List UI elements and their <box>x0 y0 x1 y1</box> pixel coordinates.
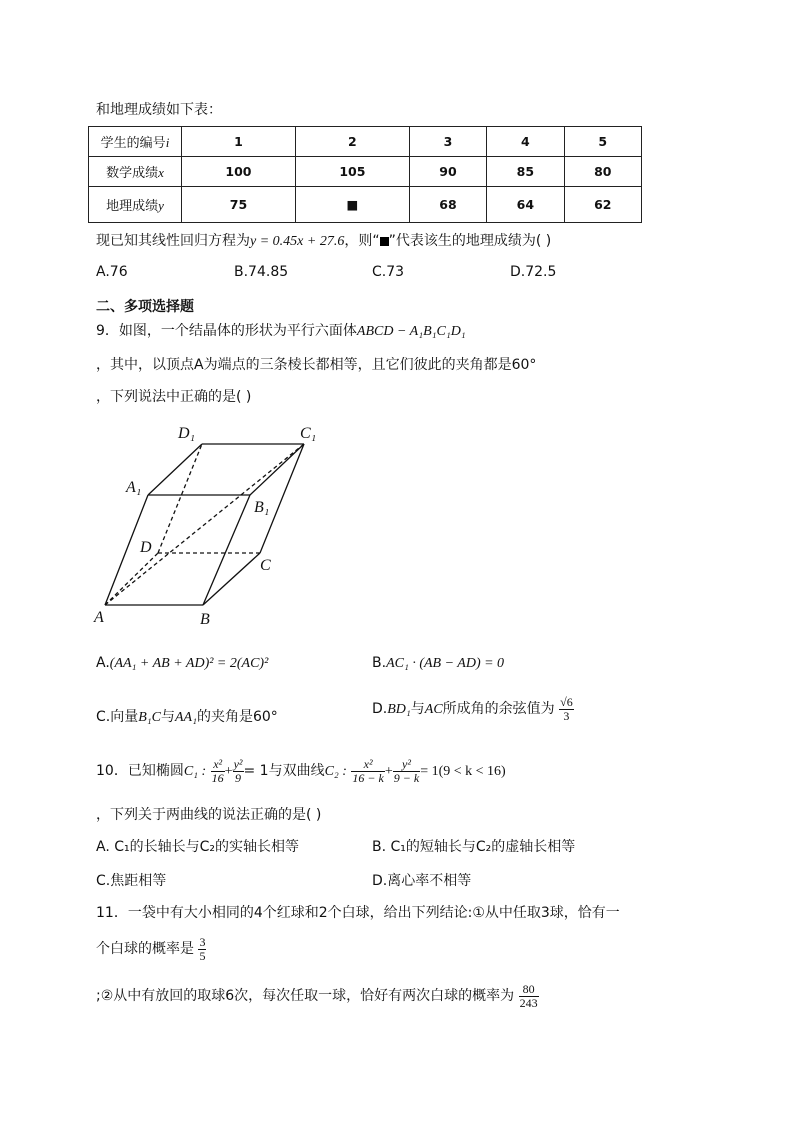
fraction: $\frac{80}{243}$ <box>519 982 538 1010</box>
table-cell: 80 <box>564 157 641 187</box>
q9-option-c: C.向量B₁C与AA₁的夹角是60° <box>96 709 278 725</box>
row-header: 学生的编号i <box>89 127 182 157</box>
solid-name: ABCD − A₁B₁C₁D₁ <box>356 324 466 339</box>
table-cell: 2 <box>295 127 409 157</box>
q8-option-d: D.72.5 <box>510 264 557 280</box>
regression-equation: y = 0.45x + 27.6 <box>250 234 345 249</box>
table-row <box>89 157 642 187</box>
q8-option-b: B.74.85 <box>234 264 289 280</box>
table-cell: 75 <box>182 187 296 223</box>
masked-cell: ■ <box>295 187 409 223</box>
table-cell: 4 <box>487 127 564 157</box>
edge-BC <box>203 553 260 605</box>
table-cell: 68 <box>409 187 486 223</box>
edge-BB1 <box>203 495 250 605</box>
table-cell: 62 <box>564 187 641 223</box>
table-cell: 100 <box>182 157 296 187</box>
edge-B1C1 <box>250 444 304 495</box>
diagonal-AC1 <box>105 444 304 605</box>
row-header: 数学成绩x <box>89 157 182 187</box>
label-D: D <box>140 539 152 556</box>
q9-option-b: B.AC₁ · (AB − AD) = 0 <box>372 655 505 671</box>
row-header: 地理成绩y <box>89 187 182 223</box>
label-C: C <box>260 557 271 574</box>
q10-option-a: A. C₁的长轴长与C₂的实轴长相等 <box>96 839 300 855</box>
label-B1: B₁ <box>254 499 270 516</box>
label-A1: A₁ <box>126 479 142 496</box>
table-row <box>89 127 642 157</box>
q11-stem-line2: 个白球的概率是 $\frac{3}{5}$ <box>96 935 206 963</box>
q8-option-c: C.73 <box>372 264 405 280</box>
q8-option-a: A.76 <box>96 264 128 280</box>
q8-stem: 现已知其线性回归方程为y = 0.45x + 27.6，则“ ”代表该生的地理成绩为( ) <box>96 233 552 249</box>
q9-stem-line3: ，下列说法中正确的是( ) <box>96 389 252 405</box>
label-C1: C₁ <box>300 425 317 442</box>
table-cell: 90 <box>409 157 486 187</box>
table-cell: 1 <box>182 127 296 157</box>
q9-stem-line1: 9．如图，一个结晶体的形状为平行六面体ABCD − A₁B₁C₁D₁ <box>96 323 466 339</box>
q10-stem-line1: 10．已知椭圆C₁ : $\frac{\text{x²}}{16}$ + $\frac{\text{y²}}{9}$ = 1与双曲线C₂ : $\frac{\text{x²}}{16 - k}$ + $\frac{\text{y²}}{9 - k}$ = 1(9 < k < 16) <box>96 757 506 785</box>
fraction: $\frac{√6}{3}$ <box>560 695 573 723</box>
edge-DD1 <box>158 444 202 553</box>
table-cell: 105 <box>295 157 409 187</box>
score-table <box>88 126 642 223</box>
edge-A1D1 <box>148 444 202 495</box>
q10-option-c: C.焦距相等 <box>96 873 167 889</box>
label-D1: D₁ <box>178 425 196 442</box>
label-A: A <box>94 609 104 626</box>
q9-option-d: D.BD₁与AC所成角的余弦值为 $\frac{√6}{3}$ <box>372 695 573 723</box>
q10-option-b: B. C₁的短轴长与C₂的虚轴长相等 <box>372 839 576 855</box>
label-B: B <box>200 611 210 628</box>
fraction: $\frac{3}{5}$ <box>199 935 206 963</box>
intro-text: 和地理成绩如下表： <box>96 102 222 118</box>
q9-option-a: A.(AA₁ + AB + AD)² = 2(AC)² <box>96 655 269 671</box>
q11-stem-line3: ;②从中有放回的取球6次，每次任取一球，恰好有两次白球的概率为 $\frac{80}{243}$ <box>96 982 538 1010</box>
edge-AD <box>105 553 158 605</box>
black-square-icon <box>380 237 389 246</box>
q10-option-d: D.离心率不相等 <box>372 873 472 889</box>
q10-stem-line2: ，下列关于两曲线的说法正确的是( ) <box>96 807 322 823</box>
section-heading: 二、多项选择题 <box>96 299 194 315</box>
q11-stem-line1: 11．一袋中有大小相同的4个红球和2个白球，给出下列结论:①从中任取3球，恰有一 <box>96 905 620 921</box>
q9-stem-line2: ，其中，以顶点A为端点的三条棱长都相等，且它们彼此的夹角都是60° <box>96 357 537 373</box>
table-cell: 64 <box>487 187 564 223</box>
parallelepiped-figure <box>90 418 340 630</box>
table-cell: 5 <box>564 127 641 157</box>
table-cell: 3 <box>409 127 486 157</box>
table-row <box>89 187 642 223</box>
table-cell: 85 <box>487 157 564 187</box>
